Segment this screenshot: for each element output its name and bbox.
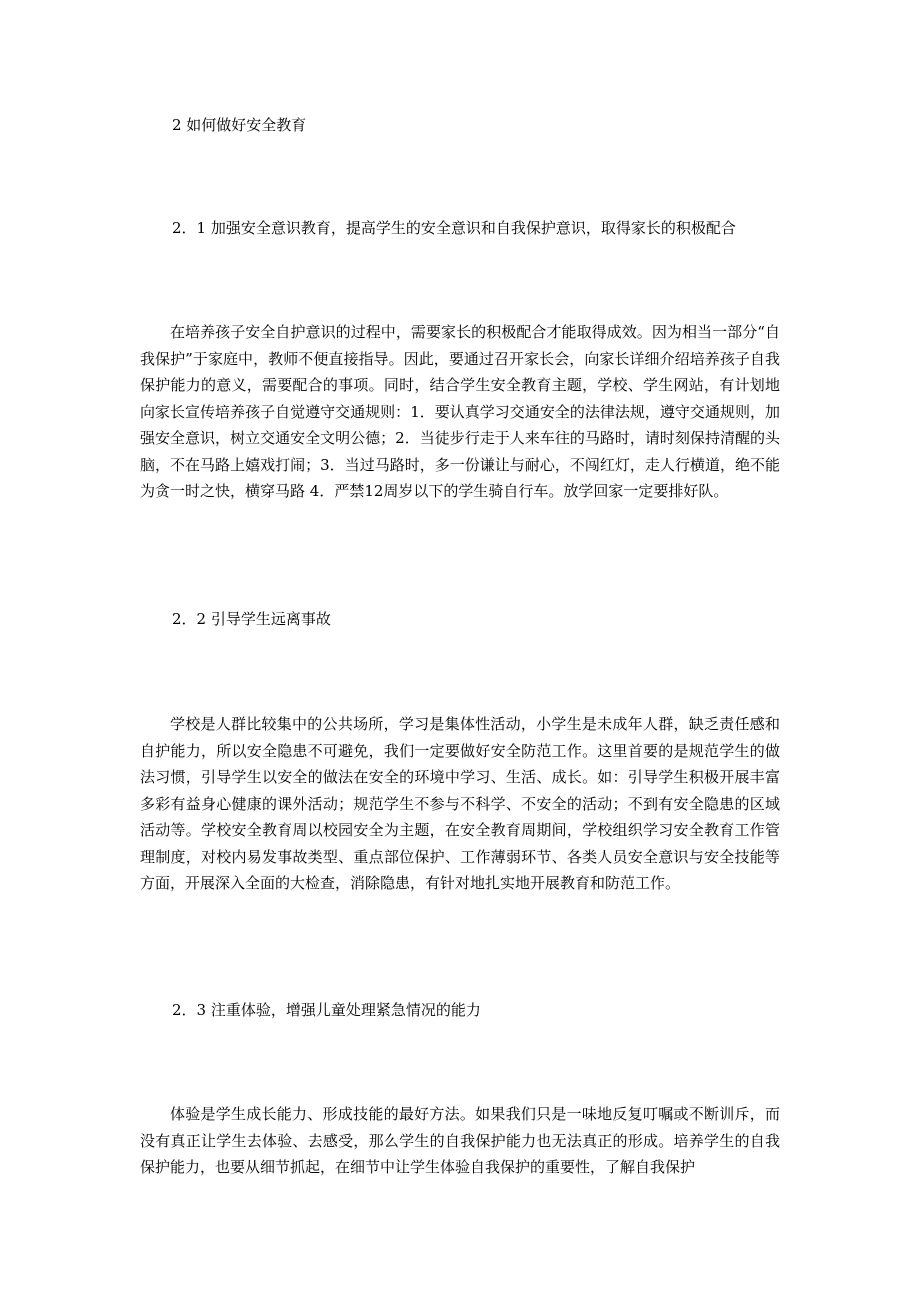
paragraph-2-3: 体验是学生成长能力、形成技能的最好方法。如果我们只是一味地反复叮嘱或不断训斥，而没有真正让学生去体验、去感受，那么学生的自我保护能力也无法真正的形成。培养学生的自我保护能力，也要从细节抓起，在细节中让学生体验自我保护的重要性，了解自我保护 bbox=[140, 1105, 780, 1176]
subsection-heading-2-3: 2．3 注重体验，增强儿童处理紧急情况的能力 bbox=[172, 1001, 481, 1019]
subsection-heading-2-1: 2．1 加强安全意识教育，提高学生的安全意识和自我保护意识，取得家长的积极配合 bbox=[172, 219, 736, 237]
subsection-heading-2-2: 2．2 引导学生远离事故 bbox=[172, 610, 331, 628]
paragraph-2-1: 在培养孩子安全自护意识的过程中，需要家长的积极配合才能取得成效。因为相当一部分“自我保护”于家庭中，教师不便直接指导。因此，要通过召开家长会，向家长详细介绍培养孩子自我保护能力的意义，需要配合的事项。同时，结合学生安全教育主题，学校、学生网站，有计划地向家长宣传培养孩子自觉遵守交通规则：1．要认真学习交通安全的法律法规，遵守交通规则，加强安全意识，树立交通安全文明公德；2．当徒步行走于人来车往的马路时，请时刻保持清醒的头脑，不在马路上嬉戏打闹；3．当过马路时，多一份谦让与耐心，不闯红灯，走人行横道，绝不能为贪一时之快，横穿马路 4．严禁12周岁以下的学生骑自行车。放学回家一定要排好队。 bbox=[140, 323, 780, 500]
paragraph-2-2: 学校是人群比较集中的公共场所，学习是集体性活动，小学生是未成年人群，缺乏责任感和自护能力，所以安全隐患不可避免，我们一定要做好安全防范工作。这里首要的是规范学生的做法习惯，引导学生以安全的做法在安全的环境中学习、生活、成长。如：引导学生积极开展丰富多彩有益身心健康的课外活动；规范学生不参与不科学、不安全的活动；不到有安全隐患的区域活动等。学校安全教育周以校园安全为主题，在安全教育周期间，学校组织学习安全教育工作管理制度，对校内易发事故类型、重点部位保护、工作薄弱环节、各类人员安全意识与安全技能等方面，开展深入全面的大检查，消除隐患，有针对地扎实地开展教育和防范工作。 bbox=[140, 715, 780, 892]
section-title: 2 如何做好安全教育 bbox=[172, 116, 307, 134]
